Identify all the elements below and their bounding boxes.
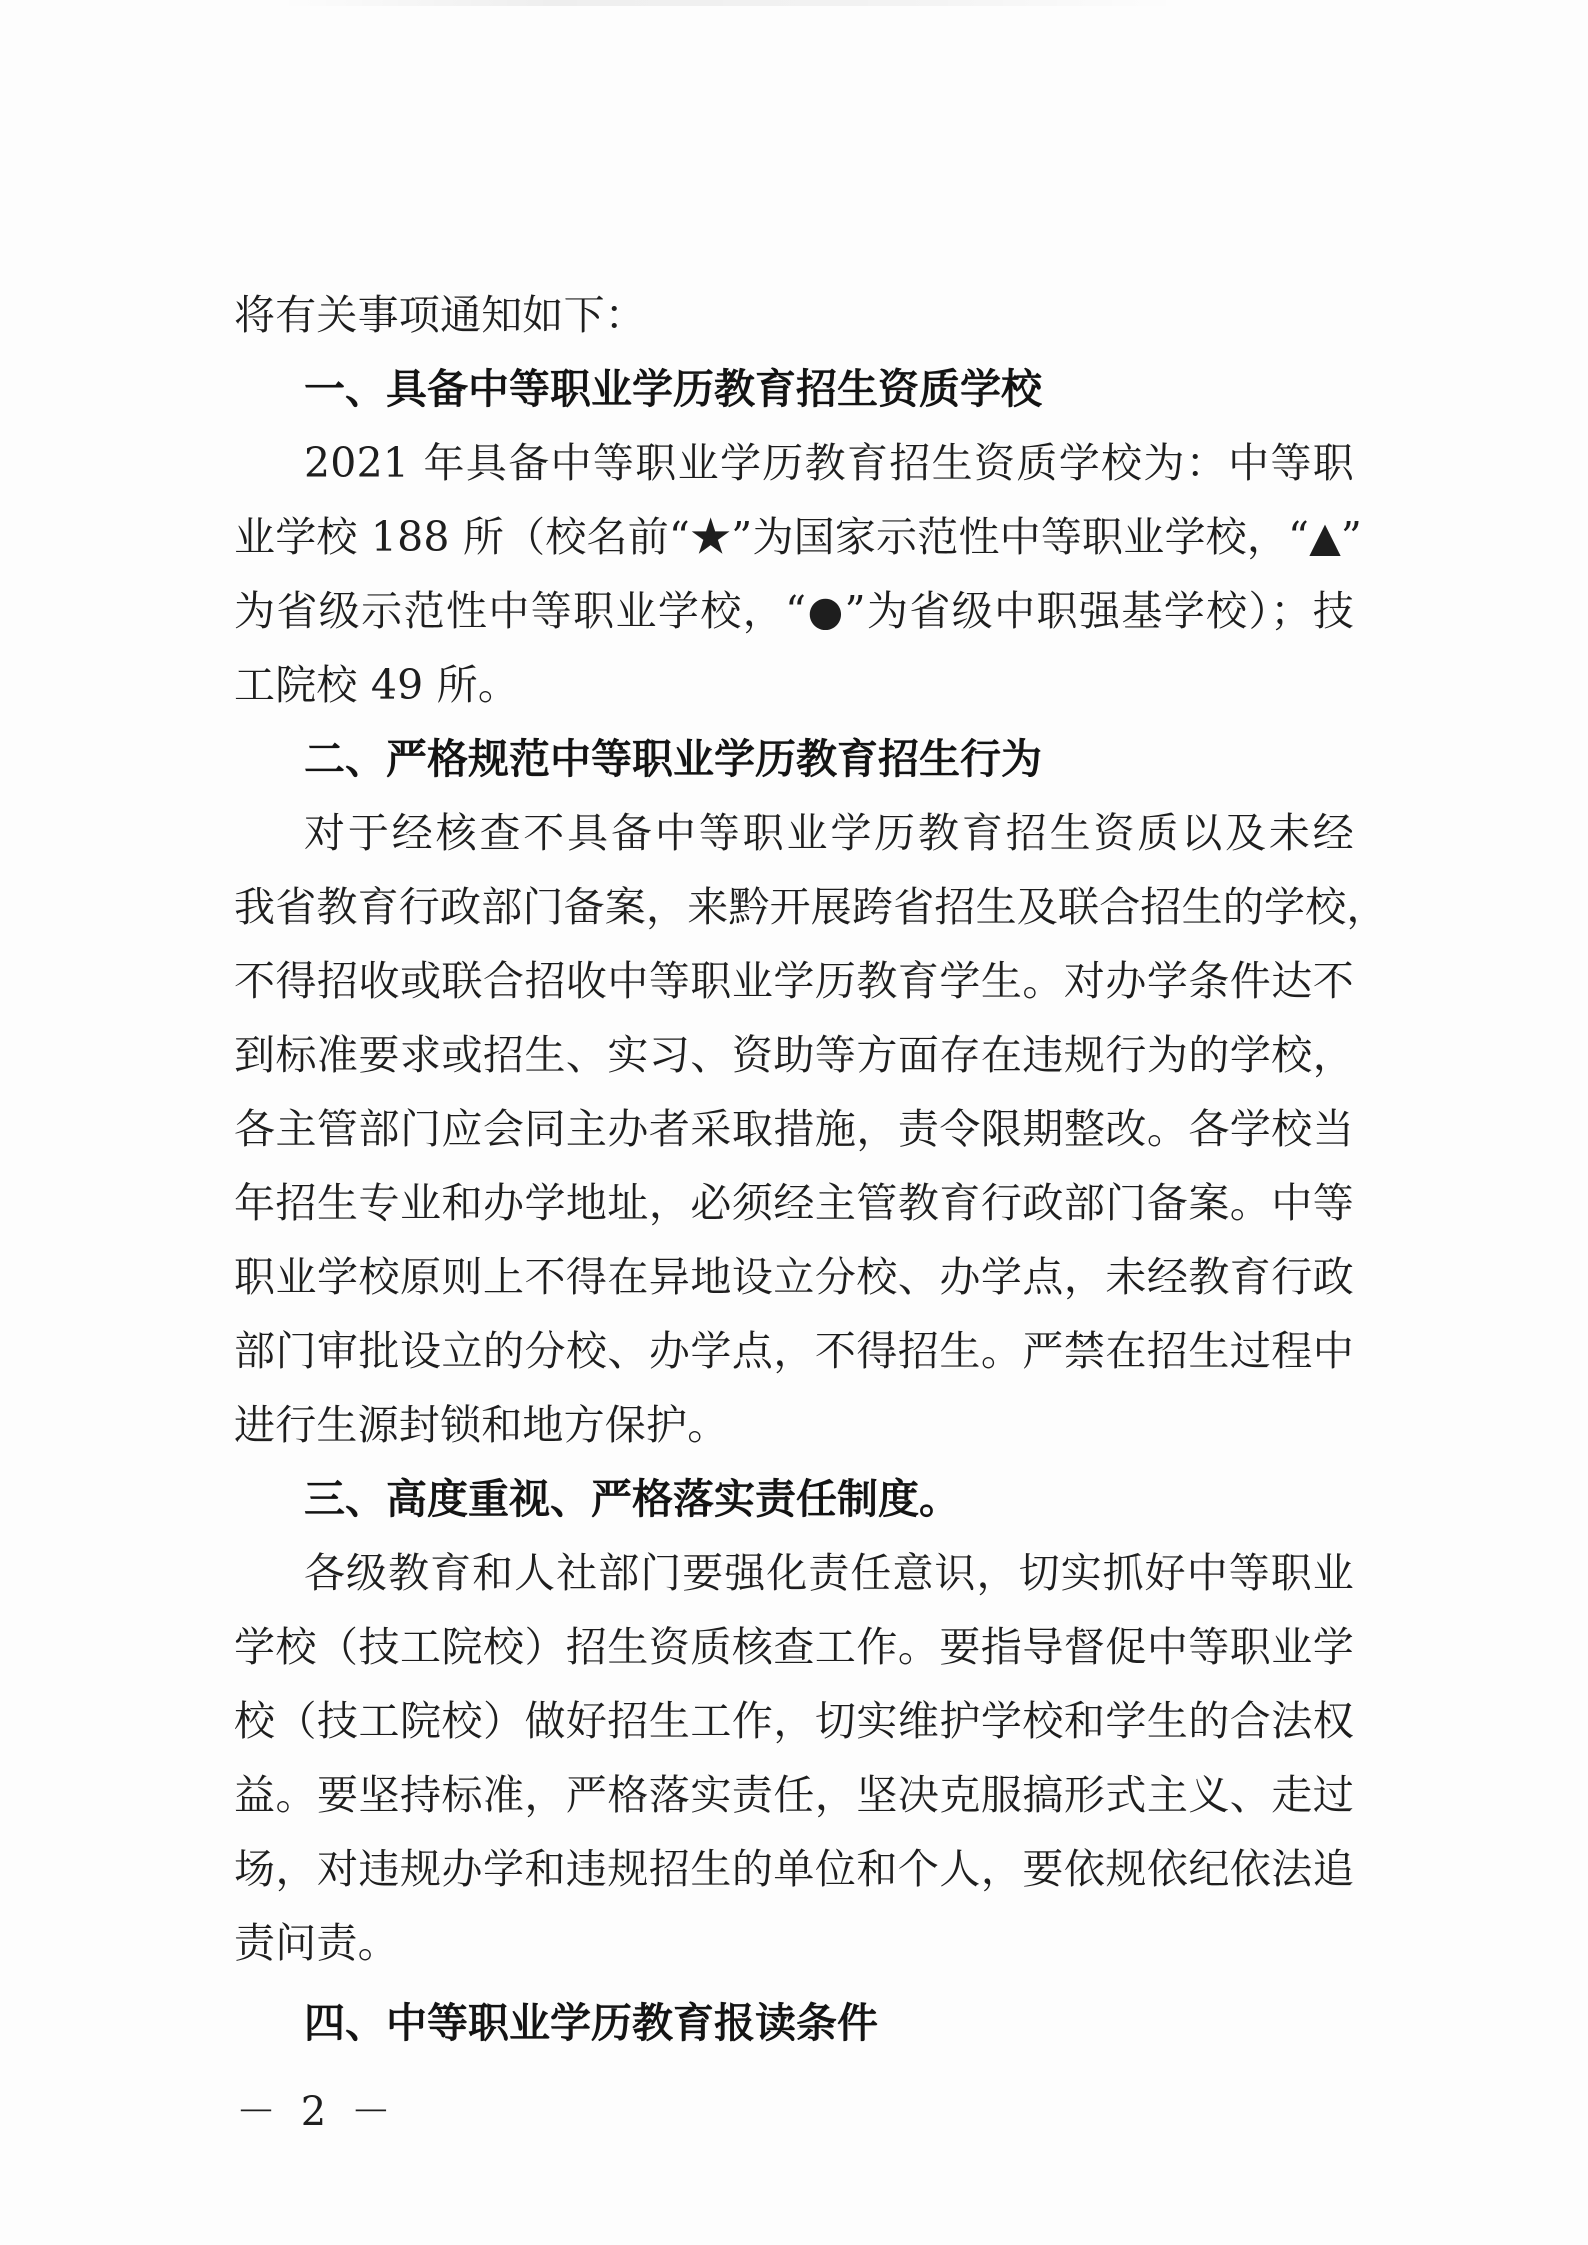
section-2-line-6: 年招生专业和办学地址，必须经主管教育行政部门备案。中等: [234, 1179, 1354, 1227]
section-2-line-3: 不得招收或联合招收中等职业学历教育学生。对办学条件达不: [234, 957, 1354, 1005]
scan-artifact: [280, 0, 1180, 6]
section-3-heading: 三、高度重视、严格落实责任制度。: [304, 1475, 960, 1523]
section-2-line-7: 职业学校原则上不得在异地设立分校、办学点，未经教育行政: [234, 1253, 1354, 1301]
section-1-line-4: 工院校 49 所。: [234, 661, 520, 709]
page-number: － 2 －: [236, 2089, 397, 2135]
section-3-line-1: 各级教育和人社部门要强化责任意识，切实抓好中等职业: [304, 1549, 1354, 1597]
section-3-line-3: 校（技工院校）做好招生工作，切实维护学校和学生的合法权: [234, 1697, 1354, 1745]
section-1-line-2: 业学校 188 所（校名前“★”为国家示范性中等职业学校，“▲”: [234, 513, 1363, 561]
section-2-line-9: 进行生源封锁和地方保护。: [234, 1401, 729, 1449]
intro-line: 将有关事项通知如下：: [234, 291, 646, 339]
section-2-line-5: 各主管部门应会同主办者采取措施，责令限期整改。各学校当: [234, 1105, 1354, 1153]
section-3-line-2: 学校（技工院校）招生资质核查工作。要指导督促中等职业学: [234, 1623, 1354, 1671]
section-2-line-8: 部门审批设立的分校、办学点，不得招生。严禁在招生过程中: [234, 1327, 1354, 1375]
section-2-line-2: 我省教育行政部门备案，来黔开展跨省招生及联合招生的学校，: [234, 883, 1388, 931]
section-4-heading: 四、中等职业学历教育报读条件: [304, 1999, 878, 2047]
section-2-heading: 二、严格规范中等职业学历教育招生行为: [304, 735, 1042, 783]
section-1-line-3: 为省级示范性中等职业学校，“●”为省级中职强基学校）；技: [234, 587, 1354, 635]
section-3-line-6: 责问责。: [234, 1919, 399, 1967]
section-1-line-1: 2021 年具备中等职业学历教育招生资质学校为：中等职: [304, 439, 1354, 487]
section-3-line-4: 益。要坚持标准，严格落实责任，坚决克服搞形式主义、走过: [234, 1771, 1354, 1819]
document-body: [234, 278, 1388, 2060]
section-2-line-1: 对于经核查不具备中等职业学历教育招生资质以及未经: [304, 809, 1354, 857]
section-1-heading: 一、具备中等职业学历教育招生资质学校: [304, 365, 1042, 413]
section-3-line-5: 场，对违规办学和违规招生的单位和个人，要依规依纪依法追: [234, 1845, 1354, 1893]
section-2-line-4: 到标准要求或招生、实习、资助等方面存在违规行为的学校，: [234, 1031, 1354, 1079]
